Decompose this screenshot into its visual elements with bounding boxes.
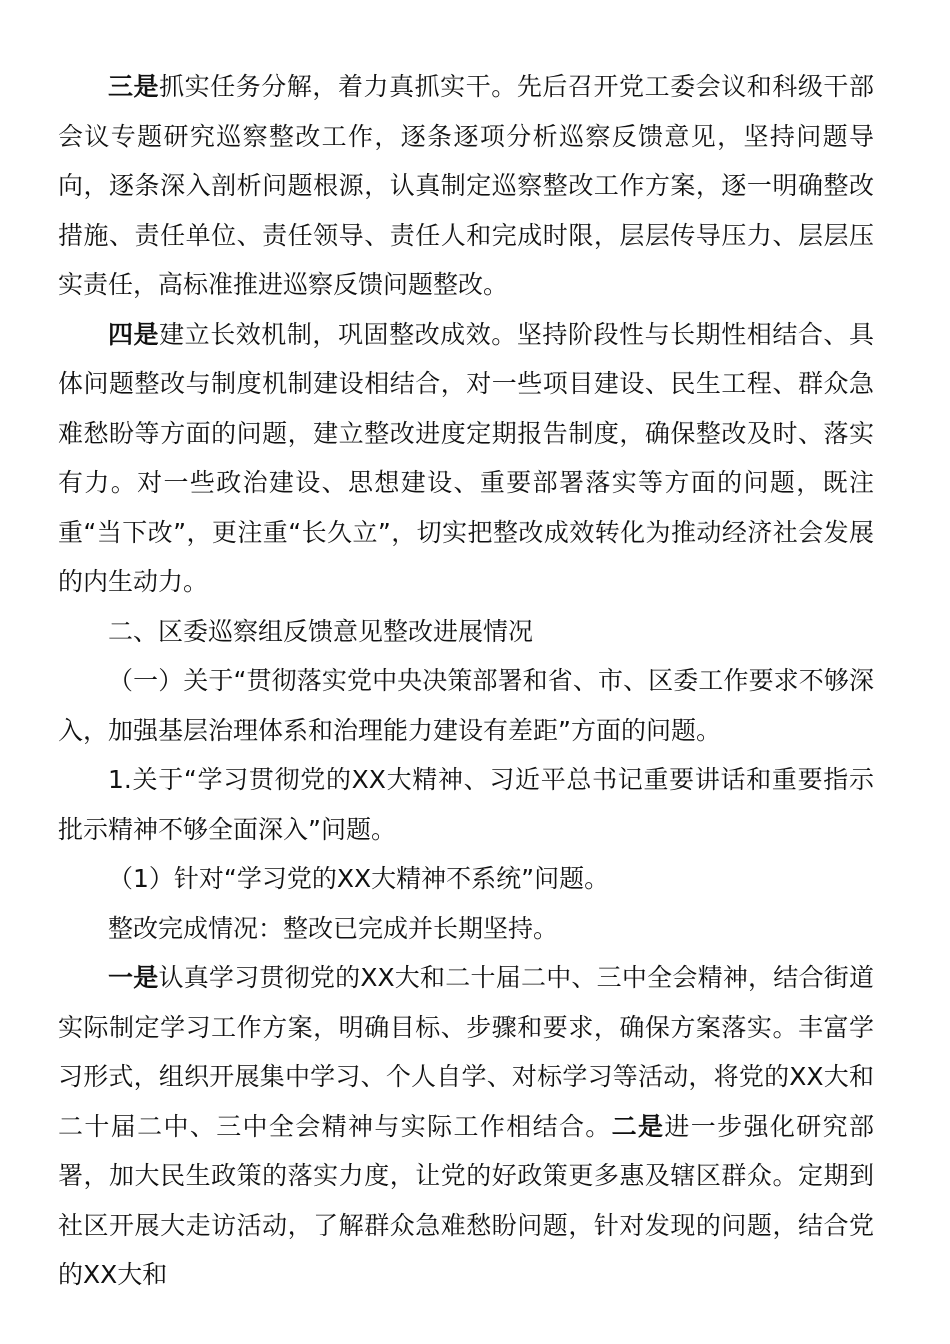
section-heading-text: 二、区委巡察组反馈意见整改进展情况 xyxy=(108,616,534,646)
paragraph-text: 认真学习贯彻党的XX大和二十届二中、三中全会精神，结合街道实际制定学习工作方案，明确目标、步骤和要求，确保方案落实。丰富学习形式，组织开展集中学习、个人自学、对标学习等活动，将党的XX大和二十届二中、三中全会精神与实际工作相结合。 xyxy=(58,963,874,1141)
paragraph-text: 抓实任务分解，着力真抓实干。先后召开党工委会议和科级干部会议专题研究巡察整改工作，逐条逐项分析巡察反馈意见，坚持问题导向，逐条深入剖析问题根源，认真制定巡察整改工作方案，逐一明确整改措施、责任单位、责任领导、责任人和完成时限，层层传导压力、层层压实责任，高标准推进巡察反馈问题整改。 xyxy=(58,72,874,299)
paragraph-lead-second: 二是 xyxy=(611,1111,665,1141)
subsection-heading xyxy=(58,656,874,755)
paragraph-text: 建立长效机制，巩固整改成效。坚持阶段性与长期性相结合、具体问题整改与制度机制建设相结合，对一些项目建设、民生工程、群众急难愁盼等方面的问题，建立整改进度定期报告制度，确保整改及时、落实有力。对一些政治建设、思想建设、重要部署落实等方面的问题，既注重“当下改”，更注重“长久立”，切实把整改成效转化为推动经济社会发展的内生动力。 xyxy=(58,319,874,596)
item-heading-text: 1.关于“学习贯彻党的XX大精神、习近平总书记重要讲话和重要指示批示精神不够全面深入”问题。 xyxy=(58,765,874,844)
item-heading xyxy=(58,755,874,854)
subsection-heading-text: （一）关于“贯彻落实党中央决策部署和省、市、区委工作要求不够深入，加强基层治理体系和治理能力建设有差距”方面的问题。 xyxy=(58,666,874,745)
completion-status-text: 整改完成情况：整改已完成并长期坚持。 xyxy=(108,913,559,943)
paragraph-lead: 一是 xyxy=(108,963,159,992)
section-heading xyxy=(58,607,874,657)
paragraph-long-term-mechanism xyxy=(58,310,874,607)
sub-item-heading-text: （1）针对“学习党的XX大精神不系统”问题。 xyxy=(108,864,610,893)
sub-item-heading xyxy=(58,854,874,904)
paragraph-lead: 三是 xyxy=(108,72,160,101)
paragraph-text-second: 进一步强化研究部署，加大民生政策的落实力度，让党的好政策更多惠及辖区群众。定期到社区开展大走访活动，了解群众急难愁盼问题，针对发现的问题，结合党的XX大和 xyxy=(58,1111,874,1289)
paragraph-task-breakdown xyxy=(58,62,874,310)
completion-status xyxy=(58,904,874,954)
paragraph-lead: 四是 xyxy=(108,319,160,349)
paragraph-study-implementation xyxy=(58,953,874,1300)
